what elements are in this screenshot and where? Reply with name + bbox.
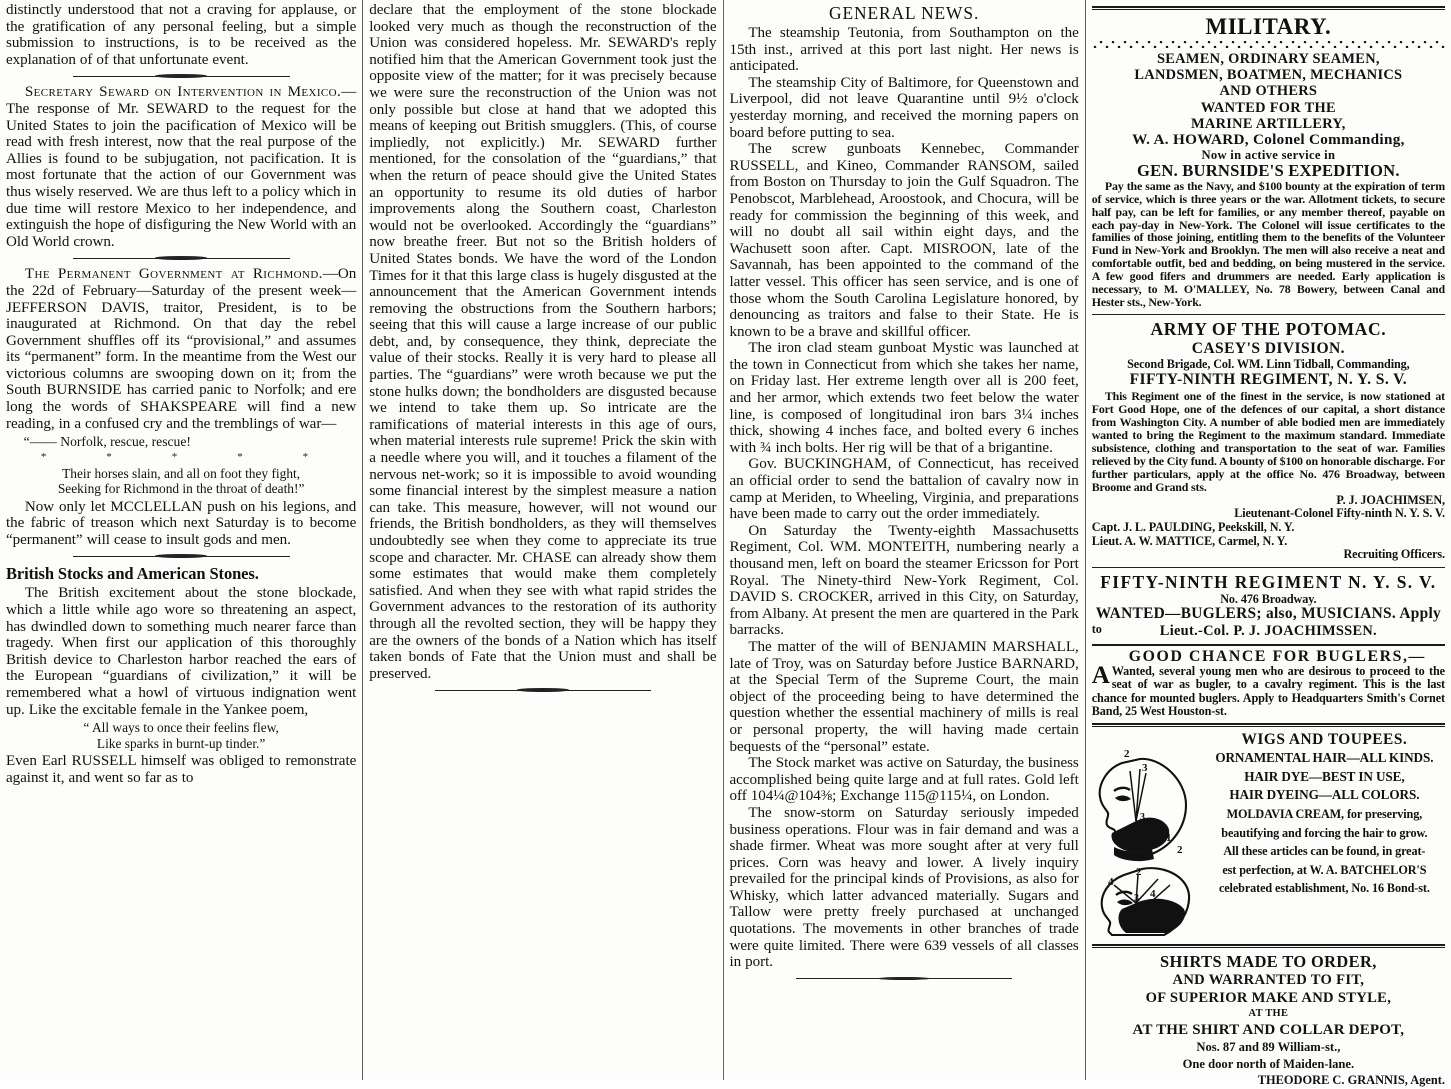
ad-fiftyninth-wanted: WANTED—BUGLERS; also, MUSICIANS. Apply xyxy=(1095,605,1442,623)
ad-wigs-line: HAIR DYE—BEST IN USE, xyxy=(1244,768,1405,784)
svg-text:2: 2 xyxy=(1123,747,1130,760)
article-seward-lead: Secretary Seward on Intervention in Mexico. xyxy=(24,84,342,101)
column-2 xyxy=(363,0,722,1080)
column-3 xyxy=(724,0,1085,1080)
ad-military-line: MARINE ARTILLERY, xyxy=(1191,115,1346,132)
ad-fiftyninth-to: to xyxy=(1091,621,1102,636)
ad-divider-thick xyxy=(1092,644,1445,646)
ad-military[interactable] xyxy=(1092,6,1445,309)
ad-military-line: GEN. BURNSIDE'S EXPEDITION. xyxy=(1137,160,1400,180)
ad-potomac-signature-title: Lieutenant-Colonel Fifty-ninth N. Y. S. V. xyxy=(1234,506,1445,521)
news-item: The iron clad steam gunboat Mystic was launched at the town in Connecticut from which she takes her name, on Friday last. Her extreme length over all is 200 feet, and her armor, which extends two feet below the water line, is composed of longitudinal iron bars 3¼ inches thick, showing 4 inches face, and bolted every 6 inches with ¾ inch bolts. Her rig will be that of a brigantine. xyxy=(729,340,1079,456)
richmond-quote-line: “—— Norfolk, rescue, rescue! xyxy=(23,434,191,450)
ad-potomac-officer: Capt. J. L. PAULDING, Peekskill, N. Y. xyxy=(1091,519,1295,534)
ad-military-line: W. A. HOWARD, Colonel Commanding, xyxy=(1132,131,1405,149)
svg-text:4: 4 xyxy=(1107,875,1114,888)
ad-wigs-line: celebrated establishment, No. 16 Bond-st. xyxy=(1218,881,1430,896)
article-richmond xyxy=(6,266,356,432)
news-item: The screw gunboats Kennebec, Commander RUSSELL, and Kineo, Commander RANSOM, sailed from Boston on Thursday to join the Gulf Squadron. The Penobscot, Marblehead, Aroostook, and Chocura, will be ready for commission the beginning of this week, and will no doubt all sail within eight days, and the Wachusett soon after. Capt. MISROON, late of the Savannah, has been appointed to the command of the latter vessel. This officer has seen service, and is one of those whom the South Carolina Legislature honored, by denouncing as traitors and false to their State. He is known to be a brave and skillful officer. xyxy=(729,141,1079,340)
ad-potomac-signature: P. J. JOACHIMSEN, xyxy=(1336,492,1445,507)
poem-line-1: “ All ways to once their feelins flew, xyxy=(83,720,279,736)
news-item: On Saturday the Twenty-eighth Massachusetts Regiment, Col. WM. MONTEITH, numbering nearly a thousand men, left on board the steamer Ericsson for Port Royal. The Ninety-third New-York Regiment, Col. DAVID S. CROCKER, arrived in this City, on Saturday, from Albany. At present the men are quartered in the Park barracks. xyxy=(729,522,1079,639)
ad-divider xyxy=(1092,314,1445,315)
ornamental-rule-4 xyxy=(435,688,650,692)
svg-text:3: 3 xyxy=(1141,761,1148,774)
verse-line-2: Seeking for Richmond in the throat of death!” xyxy=(57,481,305,497)
ad-shirts-line: AT THE SHIRT AND COLLAR DEPOT, xyxy=(1132,1021,1405,1038)
news-item: The matter of the will of BENJAMIN MARSHALL, late of Troy, was on Saturday before Justice BARNARD, at the Special Term of the Supreme Court, the main object of the proceeding being to have determined the question whether the essential machinery of mills is real or personal property, the will having made certain bequests of the “personal” estate. xyxy=(729,638,1079,755)
star-divider: * * * * * xyxy=(40,450,337,463)
ad-fiftyninth-title: FIFTY-NINTH REGIMENT N. Y. S. V. xyxy=(1100,571,1437,592)
ad-wigs-and-toupees[interactable] xyxy=(1092,731,1445,940)
ad-army-of-the-potomac[interactable] xyxy=(1092,319,1445,562)
ad-shirts-line: AND WARRANTED TO FIT, xyxy=(1172,971,1365,988)
column2-paragraph: declare that the employment of the stone blockade looked very much as though the reconstruction of the Union was considered hopeless. Mr. SEWARD's reply notified him that the American Government took just the opposite view of the matter; for it was precisely because we were sure the reconstruction of the Union was not only possible but close at hand that we adopted this means of keeping out British smugglers. (This, of course impliedly, not explicitly.) Mr. SEWARD further mentioned, for the consolation of the “guardians,” that when the return of peace should give the United States an opportunity to resume its old duties of harbor improvements along the Southern coast, Charleston would not be overlooked. Accordingly the “guardians” now breathe freer. But not so the British holders of United States bonds. We have the word of the London Times for it that this large class is hugely disgusted at the announcement that the American Government intends removing the obstructions from the Southern harbors; seeing that this will cause a large increase of our public debt, and, by consequence, they think, depreciate the value of their stocks. Really it is very hard to please all parties. The “guardians” were wroth because we put the stone hulks down; the bondholders are disgusted because we intend to take them up. So intricate are the ramifications of material interests in this age of ours, when material interests rule supreme! Prick the skin with a needle where you will, and it touches a filament of the nervous net-work; so it is impossible to avoid wounding some financial interest by the simplest measure a nation can take. This measure, however, will not wound our friends, the British bondholders, as they will themselves undoubtedly see when they come to appreciate its true scope and character. Mr. CHASE can already show them some estimates that would make them completely satisfied. And when they see with what rapid strides the Government advances to the restoration of its authority through all the revolted section, they will be happy they are the owners of the bonds of a Nation which has itself taken bonds of Fate that the Union must and shall be preserved. xyxy=(369,2,717,682)
article-seward-dash: — xyxy=(341,84,357,101)
general-news-heading: GENERAL NEWS. xyxy=(829,3,980,23)
ad-potomac-regiment: FIFTY-NINTH REGIMENT, N. Y. S. V. xyxy=(1129,371,1408,389)
ad-potomac-subtitle: CASEY'S DIVISION. xyxy=(1191,339,1345,357)
ad-wigs-line: est perfection, at W. A. BATCHELOR'S xyxy=(1222,862,1427,877)
ad-military-line: WANTED FOR THE xyxy=(1200,99,1336,116)
verse-line-1: Their horses slain, and all on foot they fight, xyxy=(62,465,301,481)
article-seward xyxy=(6,84,356,250)
article-seward-text: The response of Mr. SEWARD to the request for the United States to join the pacification of Mexico will be read with fresh interest, now that the real purpose of the Allies is found to be subjugation, not pacification. It is most fortunate that the action of our Government was thus wisely reserved. We are thus left to a policy which in due time will restore Mexico to her independence, and extinguish the hope of disfiguring the New World with an Old World crown. xyxy=(6,100,357,250)
article-richmond-lead: The Permanent Government at Richmond. xyxy=(24,266,323,283)
svg-text:1: 1 xyxy=(1165,831,1172,844)
article-richmond-text: On the 22d of February—Saturday of the present week—JEFFERSON DAVIS, traitor, President, is to be inaugurated at Richmond. On that day the rebel Government shuffles off its “provisional,” and assumes its “permanent” form. In the meantime from the West our victorious columns are swooping down on it; from the South BURNSIDE has carried panic to Norfolk; and ere long the words of SHAKSPEARE will find a new reading, in a confused cry and the tremblings of war— xyxy=(6,266,357,432)
column-4-advertisements xyxy=(1086,0,1451,1088)
ad-wigs-title: WIGS AND TOUPEES. xyxy=(1241,730,1408,748)
ad-buglers-body xyxy=(1091,661,1445,719)
svg-text:4: 4 xyxy=(1149,887,1156,900)
ad-fiftyninth-buglers[interactable] xyxy=(1092,572,1445,639)
news-item: The steamship City of Baltimore, for Queenstown and Liverpool, did not leave Quarantine until 9½ o'clock yesterday morning, and received the morning papers on board before putting to sea. xyxy=(729,74,1079,141)
wig-figures xyxy=(1092,731,1200,940)
ad-wigs-line: beautifying and forcing the hair to grow. xyxy=(1221,825,1428,840)
ad-potomac-title: ARMY OF THE POTOMAC. xyxy=(1150,318,1387,339)
ad-potomac-officer-role: Recruiting Officers. xyxy=(1343,547,1445,562)
ornamental-rule-3 xyxy=(73,554,290,558)
ad-divider-double-2 xyxy=(1092,944,1445,948)
news-item: The steamship Teutonia, from Southampton on the 15th inst., arrived at this port last night. Her news is anticipated. xyxy=(729,25,1079,75)
wavy-rule xyxy=(1092,41,1445,48)
ad-buglers-text: Wanted, several young men who are desirous to proceed to the seat of war as bugler, to a cavalry regiment. This is the last chance for mounted buglers. Apply to Headquarters Smith's Cornet Band, 25 West Houston-st. xyxy=(1091,663,1445,719)
richmond-closing: Now only let MCCLELLAN push on his legions, and the fabric of treason which next Saturday is to become “permanent” will cease to insult gods and men. xyxy=(6,498,357,548)
ad-military-line: AND OTHERS xyxy=(1219,83,1318,100)
ad-potomac-officer: Lieut. A. W. MATTICE, Carmel, N. Y. xyxy=(1091,533,1288,548)
column-1 xyxy=(0,0,362,1080)
ad-buglers-title: GOOD CHANCE FOR BUGLERS,— xyxy=(1128,647,1426,665)
article-richmond-dash: — xyxy=(322,266,338,283)
ad-divider-double xyxy=(1092,723,1445,727)
svg-text:2: 2 xyxy=(1176,843,1183,856)
ad-potomac-body: This Regiment one of the finest in the service, is now stationed at Fort Good Hope, one of the defences of our capital, a short distance from Washington City. A number of able bodied men are immediately wanted to bring the Regiment to the maximum standard. Immediate subsistence, clothing and transportation to the seat of war. Families relieved by the City fund. A bounty of $100 on honorable discharge. For further particulars, apply at the office No. 476 Broadway, between Broome and Grand sts. xyxy=(1091,389,1445,494)
continued-paragraph: distinctly understood that not a craving for applause, or the gratification of any personal feeling, but a simple submission to instructions, is to be received as the explanation of of that unfortunate event. xyxy=(6,2,357,68)
ad-military-body: Pay the same as the Navy, and $100 bounty at the expiration of term of service, which is three years or the war. Allotment tickets, to secure half pay, can be left for families, or any member thereof, payable on each pay-day in New-York. The Colonel will issue certificates to the families of those joining, entitling them to the benefits of the Volunteer Fund in New-York and Brooklyn. The men will also receive a neat and comfortable outfit, bed and bedding, on being mustered in the service. A few good fifers and drummers are needed. Early application is necessary, to M. O'MALLEY, No. 78 Bowery, between Canal and Hester sts., New-York. xyxy=(1091,178,1445,309)
ad-wigs-line: ORNAMENTAL HAIR—ALL KINDS. xyxy=(1215,750,1434,766)
svg-text:2: 2 xyxy=(1135,865,1142,878)
svg-text:1: 1 xyxy=(1169,917,1176,930)
ad-military-line: SEAMEN, ORDINARY SEAMEN, xyxy=(1156,51,1380,67)
head-profile-diagram-icon xyxy=(1092,735,1198,935)
ad-top-rule xyxy=(1092,6,1445,10)
ad-military-line: Now in active service in xyxy=(1201,148,1336,163)
british-stocks-tail: Even Earl RUSSELL himself was obliged to remonstrate against it, and went so far as to xyxy=(6,753,357,786)
ad-fiftyninth-signature: Lieut.-Col. P. J. JOACHIMSSEN. xyxy=(1159,622,1377,639)
ad-shirts-agent: THEODORE C. GRANNIS, Agent. xyxy=(1257,1073,1445,1088)
ad-wigs-line: MOLDAVIA CREAM, for preserving, xyxy=(1226,806,1423,821)
ad-potomac-brigade: Second Brigade, Col. WM. Linn Tidball, Commanding, xyxy=(1127,356,1410,371)
news-item: The Stock market was active on Saturday, the business accomplished being quite large and at full rates. Gold left off 104¼@104⅜; Exchange 115@115¼, on London. xyxy=(729,755,1079,805)
ad-buglers-dropcap: A xyxy=(1091,661,1110,689)
ad-shirts-line: SHIRTS MADE TO ORDER, xyxy=(1160,951,1377,971)
headline-british-stocks: British Stocks and American Stones. xyxy=(6,564,259,584)
ad-shirts-line: One door north of Maiden-lane. xyxy=(1182,1056,1355,1071)
british-stocks-text: The British excitement about the stone blockade, which a little while ago wore so threatening an aspect, has dwindled down to something much nearer farce than tragedy. When first our application of this thoroughly British device to Charleston harbor reached the ears of the European “guardians of civilization,” it will be remembered what a howl of virtuous indignation went up. Like the excitable female in the Yankee poem, xyxy=(6,585,357,718)
news-item: The snow-storm on Saturday seriously impeded business operations. Flour was in fair demand and was a shade firmer. Wheat was more sought after at very full prices. Corn was heavy and lower. A lively inquiry prevailed for the principal kinds of Provisions, as also for Whisky, which latter advanced materially. Sugars and Tallow were pretty freely purchased at unchanged quotations. The movements in other branches of trade were quite limited. There were 639 vessels of all classes in port. xyxy=(729,804,1079,971)
ad-shirts-line: Nos. 87 and 89 William-st., xyxy=(1196,1040,1341,1055)
ad-shirts-line: OF SUPERIOR MAKE AND STYLE, xyxy=(1145,989,1392,1006)
richmond-verse xyxy=(6,466,356,497)
news-item: Gov. BUCKINGHAM, of Connecticut, has received an official order to send the battalion of cavalry now in camp at Meriden, to Wheeling, Virginia, and preparations have been made to carry out the order immediately. xyxy=(729,456,1079,523)
ornamental-rule xyxy=(73,74,290,78)
ad-shirts-made-to-order[interactable] xyxy=(1092,952,1445,1089)
svg-text:3: 3 xyxy=(1133,892,1139,904)
ad-fiftyninth-address: No. 476 Broadway. xyxy=(1220,591,1317,606)
wig-ad-text xyxy=(1204,731,1445,898)
ornamental-rule-2 xyxy=(73,256,290,260)
ornamental-rule-5 xyxy=(796,977,1013,981)
ad-military-title: MILITARY. xyxy=(1205,14,1332,39)
poem-line-2: Like sparks in burnt-up tinder.” xyxy=(96,735,266,751)
ad-wigs-line: HAIR DYEING—ALL COLORS. xyxy=(1229,787,1420,803)
svg-text:3: 3 xyxy=(1139,811,1145,823)
ad-wigs-line: All these articles can be found, in great- xyxy=(1223,844,1426,859)
yankee-poem xyxy=(6,720,356,751)
ad-divider xyxy=(1092,567,1445,568)
ad-military-line: LANDSMEN, BOATMEN, MECHANICS xyxy=(1134,67,1403,84)
ad-shirts-line: AT THE xyxy=(1248,1007,1289,1019)
ad-good-chance-buglers[interactable] xyxy=(1092,649,1445,719)
